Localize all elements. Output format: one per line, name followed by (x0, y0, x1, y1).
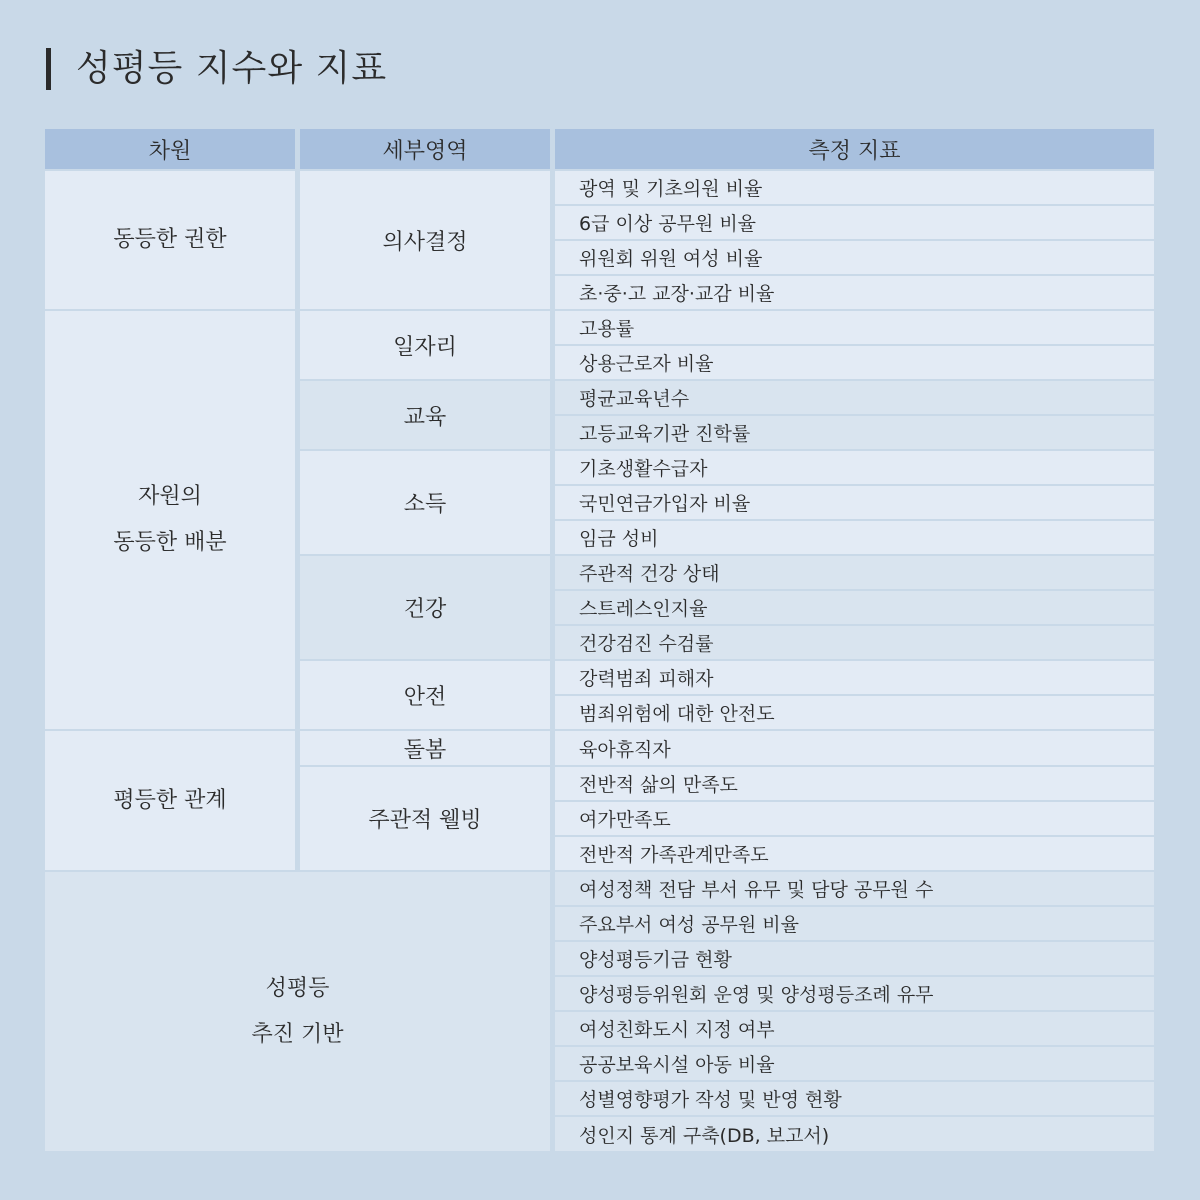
dimension-label: 자원의 (138, 484, 202, 509)
dimension-cell (45, 171, 295, 309)
indicator-row: 육아휴직자 (555, 731, 1154, 765)
indicator-row: 국민연금가입자 비율 (555, 486, 1154, 519)
header-dimension: 차원 (45, 129, 295, 169)
indicator-row: 임금 성비 (555, 521, 1154, 554)
indicator-row: 위원회 위원 여성 비율 (555, 241, 1154, 274)
dimension-label: 동등한 배분 (113, 530, 227, 555)
indicator-row: 여가만족도 (555, 802, 1154, 835)
indicator-row: 고용률 (555, 311, 1154, 344)
dimension-label: 추진 기반 (251, 1021, 344, 1047)
indicator-row: 양성평등기금 현황 (555, 942, 1154, 975)
subarea-cell: 건강 (300, 556, 550, 659)
indicator-row: 주관적 건강 상태 (555, 556, 1154, 589)
dimension-label: 동등한 권한 (113, 227, 227, 252)
indicator-row: 스트레스인지율 (555, 591, 1154, 624)
indicator-row: 전반적 삶의 만족도 (555, 767, 1154, 800)
indicator-row: 기초생활수급자 (555, 451, 1154, 484)
indicator-row: 광역 및 기초의원 비율 (555, 171, 1154, 204)
indicator-row: 고등교육기관 진학률 (555, 416, 1154, 449)
indicator-row: 전반적 가족관계만족도 (555, 837, 1154, 870)
indicator-row: 공공보육시설 아동 비율 (555, 1047, 1154, 1080)
page-title: 성평등 지수와 지표 (76, 48, 388, 89)
subarea-cell: 안전 (300, 661, 550, 729)
indicator-row: 양성평등위원회 운영 및 양성평등조례 유무 (555, 977, 1154, 1010)
indicator-row: 평균교육년수 (555, 381, 1154, 414)
title-accent-bar (46, 48, 51, 90)
indicator-row: 6급 이상 공무원 비율 (555, 206, 1154, 239)
dimension-label: 성평등 (265, 975, 330, 1001)
indicator-row: 강력범죄 피해자 (555, 661, 1154, 694)
subarea-cell: 일자리 (300, 311, 550, 379)
header-subarea: 세부영역 (300, 129, 550, 169)
header-indicator: 측정 지표 (555, 129, 1154, 169)
indicator-row: 주요부서 여성 공무원 비율 (555, 907, 1154, 940)
subarea-cell: 주관적 웰빙 (300, 767, 550, 870)
indicator-row: 범죄위험에 대한 안전도 (555, 696, 1154, 729)
indicator-row: 여성친화도시 지정 여부 (555, 1012, 1154, 1045)
dimension-cell (45, 872, 550, 1151)
indicator-row: 성별영향평가 작성 및 반영 현황 (555, 1082, 1154, 1115)
subarea-cell: 돌봄 (300, 731, 550, 765)
indicator-row: 상용근로자 비율 (555, 346, 1154, 379)
dimension-label: 평등한 관계 (113, 787, 227, 813)
dimension-cell (45, 311, 295, 729)
indicator-row: 여성정책 전담 부서 유무 및 담당 공무원 수 (555, 872, 1154, 905)
subarea-cell: 의사결정 (300, 171, 550, 309)
dimension-cell (45, 731, 295, 870)
indicator-row: 초·중·고 교장·교감 비율 (555, 276, 1154, 309)
subarea-cell: 교육 (300, 381, 550, 449)
indicator-row: 성인지 통계 구축(DB, 보고서) (555, 1117, 1154, 1151)
indicator-row: 건강검진 수검률 (555, 626, 1154, 659)
subarea-cell: 소득 (300, 451, 550, 554)
